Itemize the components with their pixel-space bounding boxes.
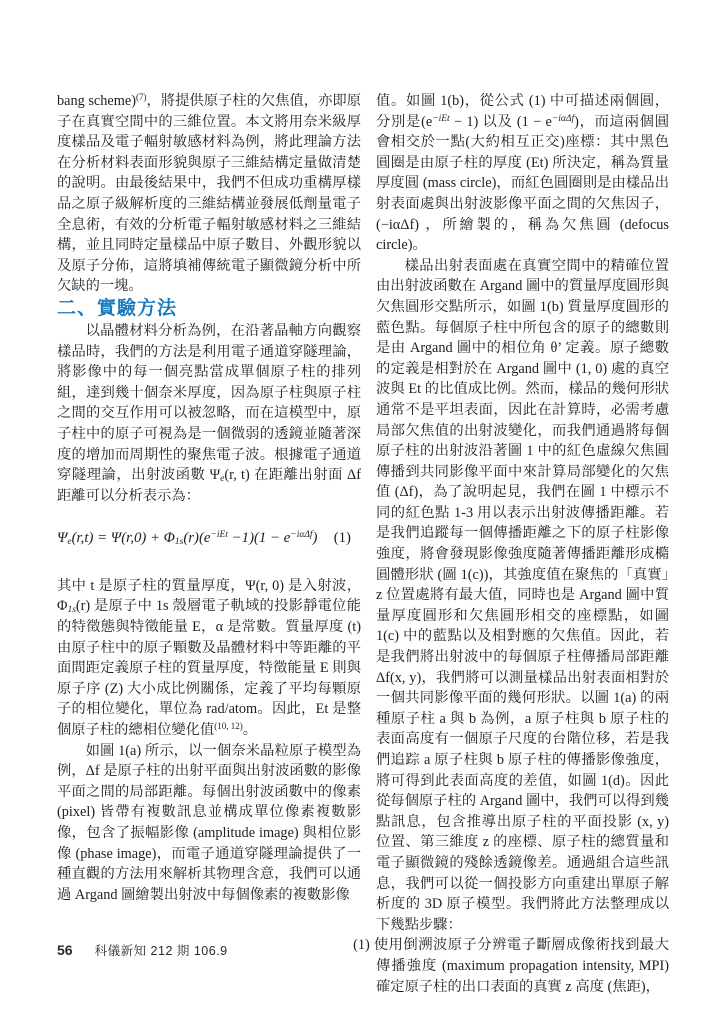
- equation-1: [57, 528, 361, 549]
- eq-term: −1)(1 − e: [227, 530, 291, 547]
- citation-ref: (7): [136, 92, 147, 102]
- eq-subscript: e: [67, 537, 72, 548]
- math-exponent: −iαΔf: [551, 113, 575, 124]
- citation-ref: (10, 12): [214, 721, 243, 732]
- text-segment: 。: [242, 722, 258, 739]
- journal-issue-label: 科儀新知 212 期 106.9: [94, 944, 228, 958]
- equation-body: [57, 528, 317, 549]
- right-column: [353, 91, 669, 997]
- paragraph-circles: [376, 91, 669, 256]
- list-item-step-1: (1) 使用倒溯波原子分辨電子斷層成像術找到最大傳播強度 (maximum propagation intensity, MPI) 確定原子柱的出口表面的真實 z 高度 (焦距)，: [353, 937, 669, 995]
- left-column: [57, 91, 361, 905]
- eq-subscript: 1s: [174, 537, 184, 548]
- text-segment: (r, t) 在距離出射面 Δf 距離可以分析表示為：: [57, 467, 361, 504]
- paragraph-equation-explanation: [57, 576, 361, 741]
- text-segment: (r) 是原子中 1s 殼層電子軌域的投影靜電位能的特徵態與特徵能量 E，α 是常數。質量厚度 (t) 由原子柱中的原子顆數及晶體材料中等距離的平面間距定義原子柱的質量厚度，特徵能量 E 則與原子序 (Z) 大小成比例關係，定義了平均每顆原子的相位變化，單位為 rad/atom。因此，Et 是整個原子柱的總相位變化值: [57, 598, 361, 739]
- eq-term: (r)(e: [183, 530, 211, 547]
- text-segment: 值。如圖 1(b)，從公式 (1) 中可描述兩個圓，分別是(e: [376, 93, 669, 130]
- text-segment: )，而這兩個圓會相交於一點(大約相互正交)座標：其中黑色圓圈是由原子柱的厚度 (Et) 所決定，稱為質量厚度圓 (mass circle)，而紅色圓圈則是由樣品出射表面處與出射波影像平面之間的欠焦因子，(−iαΔf) ，所繪製的，稱為欠焦圓 (defocus circle)。: [376, 113, 669, 254]
- math-exponent: −iEt: [432, 113, 450, 124]
- text-segment: 其中 t 是原子柱的質量厚度，Ψ(r, 0) 是入射波，Φ: [57, 577, 361, 615]
- paragraph-method-intro: [57, 321, 361, 506]
- paragraph-intro-continuation: [57, 91, 361, 297]
- equation-number: (1): [333, 530, 351, 547]
- eq-exponent: −iαΔf: [290, 530, 313, 541]
- text-segment: 以晶體材料分析為例，在沿著晶軸方向觀察樣品時，我們的方法是利用電子通道穿隧理論，將影像中的每一個亮點當成單個原子柱的排列組，達到幾十個奈米厚度，因為原子柱與原子柱之間的交互作用可以被忽略，而在這模型中，原子柱中的原子可視為是一個微弱的透鏡並隨著深度的增加而周期性的聚焦電子波。根據電子通道穿隧理論，出射波函數 Ψ: [57, 322, 361, 484]
- math-subscript: e: [220, 474, 225, 485]
- page-footer: [57, 941, 228, 960]
- page-number: 56: [57, 942, 73, 958]
- eq-term: (r,t) = Ψ(r,0) + Φ: [71, 530, 175, 547]
- section-heading: 二、實驗方法: [57, 297, 178, 319]
- paragraph-figure1a: 如圖 1(a) 所示，以一個奈米晶粒原子模型為例，Δf 是原子柱的出射平面與出射波函數的影像平面之間的局部距離。每個出射波函數中的像素 (pixel) 皆帶有複數訊息並構成單位像素複數影像，包含了振幅影像 (amplitude image) 與相位影像 (phase image)，而電子通道穿隧理論提供了一種直觀的方法用來解析其物理含意，我們可以通過 Argand 圖繪製出射波中每個像素的複數影像: [57, 742, 361, 903]
- eq-term: ): [312, 530, 318, 547]
- math-subscript: 1s: [67, 605, 76, 616]
- eq-exponent: −iEt: [210, 530, 228, 541]
- text-segment: bang scheme): [57, 93, 136, 109]
- text-segment: − 1) 以及 (1 − e: [449, 113, 552, 130]
- eq-term: Ψ: [57, 530, 68, 547]
- paragraph-argand-analysis: 樣品出射表面處在真實空間中的精確位置由出射波函數在 Argand 圖中的質量厚度圓形與欠焦圓形交點所示，如圖 1(b) 質量厚度圓形的藍色點。每個原子柱中所包含的原子的總數則是由 Argand 圖中的相位角 θ’ 定義。原子總數的定義是相對於在 Argand 圖中 (1, 0) 處的真空波與 Et 的比值成比例。然而，樣品的幾何形狀通常不是平坦表面，因此在計算時，必需考慮局部欠焦值的出射波變化，而我們通過將每個原子柱的出射波沿著圖 1 中的紅色虛線欠焦圓傳播到共同影像平面中來計算局部變化的欠焦值 (Δf)，為了說明起見，我們在圖 1 中標示不同的紅色點 1-3 用以表示出射波傳播距離。若是我們追蹤每一個傳播距離之下的原子柱影像強度，將會發現影像強度隨著傳播距離形成橢圓體形狀 (圖 1(c))，其強度值在聚焦的「真實」z 位置處將有最大值，同時也是 Argand 圖中質量厚度圓形和欠焦圓形相交的座標點，如圖 1(c) 中的藍點以及相對應的欠焦值。因此，若是我們將出射波中的每個原子柱傳播局部距離 Δf(x, y)，我們將可以測量樣品出射表面相對於一個共同影像平面的幾何形狀。以圖 1(a) 的兩種原子柱 a 與 b 為例，a 原子柱與 b 原子柱的表面高度有一個原子尺度的台階位移，若是我們追踪 a 原子柱與 b 原子柱的傳播影像強度，將可得到此表面高度的差值，如圖 1(d)。因此從每個原子柱的 Argand 圖中，我們可以得到幾點訊息，包含推導出原子柱的平面投影 (x, y) 位置、第三維度 z 的座標、原子柱的總質量和電子顯微鏡的殘餘透鏡像差。通過組合這些訊息，我們可以從一個投影方向重建出單原子解析度的 3D 原子模型。我們將此方法整理成以下幾點步驟：: [376, 257, 669, 933]
- text-segment: ，將提供原子柱的欠焦值，亦即原子在真實空間中的三維位置。本文將用奈米級厚度樣品及電子輻射敏感材料為例，將此理論方法在分析材料表面形貌與原子三維結構定量做清楚的說明。由最後結果中，我們不但成功重構厚樣品之原子級解析度的三維結構並發展低劑量電子全息術，有效的分析電子輻射敏感材料之三維結構，並且同時定量樣品中原子數目、外觀形貌以及原子分佈，這將填補傳統電子顯微鏡分析中所欠缺的一塊。: [57, 93, 361, 295]
